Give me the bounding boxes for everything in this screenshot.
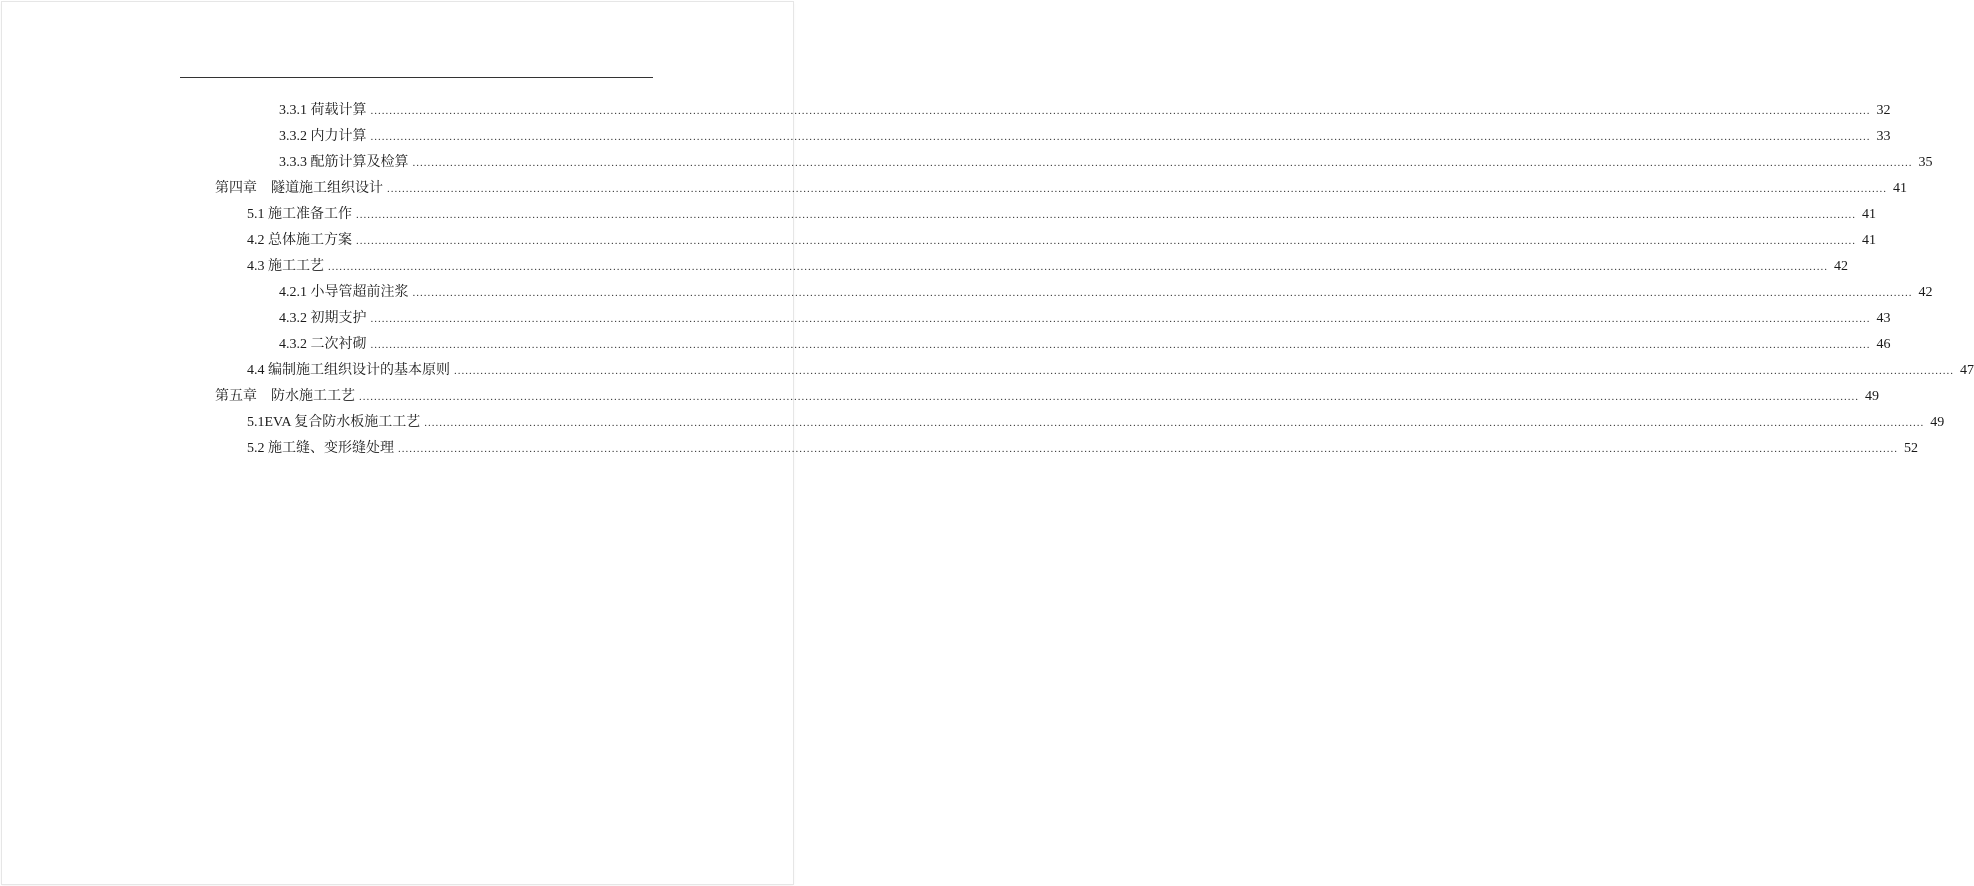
toc-page-number: 46 [1876, 337, 1891, 352]
toc-dot-leader: ................................................................................................................................................................................................................................................................................................................................................................................................................ [370, 313, 1871, 325]
toc-entry-title: 第五章 防水施工工艺 [215, 389, 355, 404]
toc-entry-title: 4.4 编制施工组织设计的基本原则 [247, 363, 450, 378]
toc-dot-leader: ................................................................................................................................................................................................................................................................................................................................................................................................................ [356, 235, 1856, 247]
toc-dot-leader: ................................................................................................................................................................................................................................................................................................................................................................................................................ [356, 209, 1856, 221]
toc-entry-title: 3.3.2 内力计算 [279, 129, 367, 144]
toc-page-number: 49 [1930, 415, 1945, 430]
toc-page-number: 41 [1862, 207, 1876, 222]
toc-entry[interactable] [215, 385, 1879, 409]
toc-dot-leader: ................................................................................................................................................................................................................................................................................................................................................................................................................ [424, 417, 1925, 429]
toc-page-number: 43 [1876, 311, 1891, 326]
toc-entry-title: 3.3.3 配筋计算及检算 [279, 155, 409, 170]
toc-page-number: 32 [1876, 103, 1891, 118]
toc-dot-leader: ................................................................................................................................................................................................................................................................................................................................................................................................................ [370, 105, 1871, 117]
toc-dot-leader: ................................................................................................................................................................................................................................................................................................................................................................................................................ [370, 339, 1871, 351]
toc-page-number: 42 [1918, 285, 1933, 300]
toc-entry[interactable] [279, 333, 1891, 357]
toc-page-number: 33 [1876, 129, 1891, 144]
toc-entry[interactable] [247, 203, 1876, 227]
toc-page-number: 49 [1865, 389, 1879, 404]
document-page [2, 2, 1974, 884]
toc-dot-leader: ................................................................................................................................................................................................................................................................................................................................................................................................................ [370, 131, 1871, 143]
toc-entry[interactable] [215, 177, 1907, 201]
toc-entry-title: 3.3.1 荷载计算 [279, 103, 367, 118]
toc-page-number: 41 [1862, 233, 1876, 248]
toc-entry[interactable] [279, 151, 1933, 175]
toc-entry-title: 5.2 施工缝、变形缝处理 [247, 441, 394, 456]
toc-entry[interactable] [279, 125, 1891, 149]
toc-entry[interactable] [279, 99, 1891, 123]
toc-entry[interactable] [247, 437, 1918, 461]
toc-entry[interactable] [247, 411, 1945, 435]
header-rule [180, 77, 653, 78]
toc-entry-title: 4.3 施工工艺 [247, 259, 324, 274]
toc-entry-title: 4.2 总体施工方案 [247, 233, 352, 248]
toc-entry-title: 5.1EVA 复合防水板施工工艺 [247, 415, 421, 430]
toc-page-number: 41 [1893, 181, 1907, 196]
toc-dot-leader: ................................................................................................................................................................................................................................................................................................................................................................................................................ [398, 443, 1898, 455]
toc-entry[interactable] [247, 359, 1974, 383]
toc-dot-leader: ................................................................................................................................................................................................................................................................................................................................................................................................................ [387, 183, 1887, 195]
toc-page-number: 52 [1904, 441, 1918, 456]
toc-entry-title: 4.3.2 二次衬砌 [279, 337, 367, 352]
toc-entry[interactable] [247, 255, 1848, 279]
toc-entry[interactable] [279, 307, 1891, 331]
toc-dot-leader: ................................................................................................................................................................................................................................................................................................................................................................................................................ [359, 391, 1859, 403]
toc-entry-title: 第四章 隧道施工组织设计 [215, 181, 383, 196]
toc-page-number: 42 [1834, 259, 1848, 274]
toc-dot-leader: ................................................................................................................................................................................................................................................................................................................................................................................................................ [454, 365, 1954, 377]
toc-page-number: 35 [1918, 155, 1933, 170]
toc-page-number: 47 [1960, 363, 1974, 378]
toc-entry[interactable] [279, 281, 1933, 305]
toc-dot-leader: ................................................................................................................................................................................................................................................................................................................................................................................................................ [328, 261, 1828, 273]
toc-entry-title: 4.3.2 初期支护 [279, 311, 367, 326]
toc-dot-leader: ................................................................................................................................................................................................................................................................................................................................................................................................................ [412, 287, 1913, 299]
toc-entry[interactable] [247, 229, 1876, 253]
toc-entry-title: 5.1 施工准备工作 [247, 207, 352, 222]
toc-dot-leader: ................................................................................................................................................................................................................................................................................................................................................................................................................ [412, 157, 1913, 169]
toc-entry-title: 4.2.1 小导管超前注浆 [279, 285, 409, 300]
